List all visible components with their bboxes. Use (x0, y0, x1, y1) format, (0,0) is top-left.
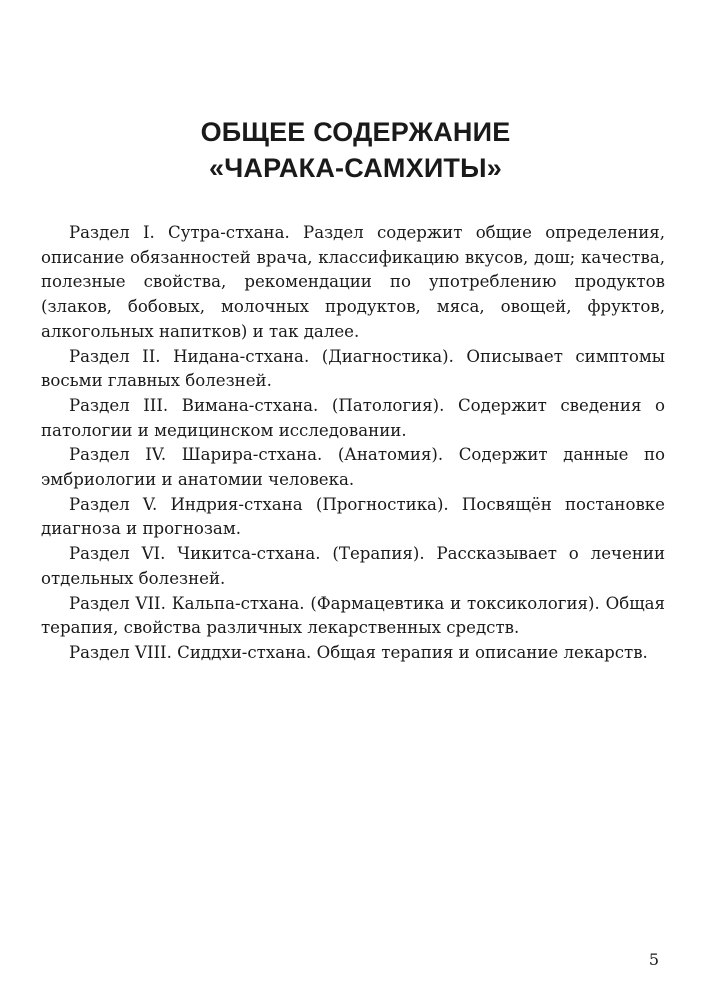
contents-body (41, 221, 665, 666)
section-paragraph-6: Раздел VI. Чикитса-стхана. (Терапия). Рассказывает о лечении отдельных болезней. (41, 544, 665, 588)
page-title (0, 114, 711, 186)
section-paragraph-1: Раздел I. Сутра-стхана. Раздел содержит общие определения, описание обязанностей врача, классификацию вкусов, дош; качества, полезные свойства, рекомендации по употреблению продуктов (злаков, бобовых, молочных продуктов, мяса, овощей, фруктов, алкогольных напитков) и так далее. (41, 223, 665, 341)
page-number: 5 (648, 950, 659, 969)
section-paragraph-8: Раздел VIII. Сиддхи-стхана. Общая терапия и описание лекарств. (69, 642, 648, 662)
section-paragraph-2: Раздел II. Нидана-стхана. (Диагностика). Описывает симптомы восьми главных болезней. (41, 346, 665, 391)
section-paragraph-4: Раздел IV. Шарира-стхана. (Анатомия). Содержит данные по эмбриологии и анатомии человека. (41, 445, 665, 490)
section-paragraph-5: Раздел V. Индрия-стхана (Прогностика). Посвящён постановке диагноза и прогнозам. (41, 494, 665, 539)
title-line-2: «ЧАРАКА-САМХИТЫ» (209, 153, 502, 183)
title-line-1: ОБЩЕЕ СОДЕРЖАНИЕ (200, 117, 511, 147)
section-paragraph-3: Раздел III. Вимана-стхана. (Патология). Содержит сведения о патологии и медицинском исследовании. (41, 395, 665, 440)
section-paragraph-7: Раздел VII. Кальпа-стхана. (Фармацевтика и токсикология). Общая терапия, свойства различных лекарственных средств. (41, 593, 665, 638)
